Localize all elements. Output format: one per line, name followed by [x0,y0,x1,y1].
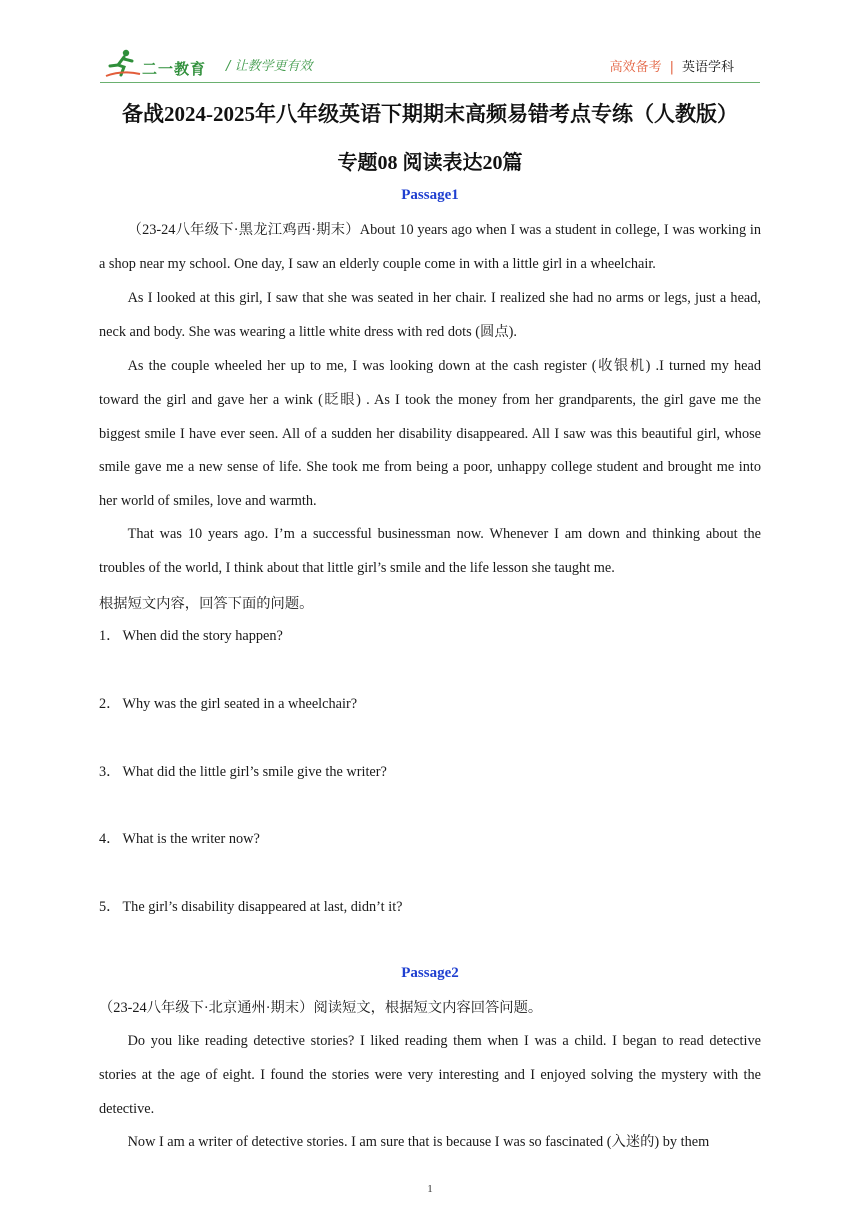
header-tag: 高效备考 [609,60,662,75]
passage2-title: Passage2 [401,965,459,981]
question-2 [99,694,761,714]
question-text: The girl’s disability disappeared at last, didn’t it? [122,899,403,915]
passage1-title: Passage1 [401,187,459,203]
question-text: What did the little girl’s smile give the writer? [122,764,387,780]
logo-text: 二一教育 [142,60,207,78]
passage1-paragraph-3: As the couple wheeled her up to me, I was looking down at the cash register (收银机) .I turned my head toward the girl and gave her a wink (眨眼) . As I took the money from her grandparents, the girl gave me the biggest smile I have ever seen. All of a sudden her disability disappeared. All I saw was this beautiful girl, whose smile gave me a new sense of life. She took me from being a poor, unhappy college student and brought me into her world of smiles, love and warmth. [99,358,761,510]
question-number: 1． [99,628,121,644]
question-text: When did the story happen? [122,628,283,644]
question-number: 3． [99,764,121,780]
header-subject: 英语学科 [681,60,734,75]
logo [104,48,224,82]
question-number: 2． [99,696,121,712]
passage2-paragraph-1: Do you like reading detective stories? I liked reading them when I was a child. I began to read detective stories at the age of eight. I found the stories were very interesting and I enjoyed solving the mystery with the detective. [99,1033,761,1117]
passage2-paragraph-2: Now I am a writer of detective stories. I am sure that is because I was so fascinated (入迷的) by them [127,1134,710,1150]
header-right [610,56,734,75]
question-1 [99,626,761,646]
passage1-paragraph-1: （23-24八年级下·黑龙江鸡西·期末）About 10 years ago when I was a student in college, I was working in a shop near my school. One day, I saw an elderly couple come in with a little girl in a wheelchair. [99,222,761,272]
slogan: / 让教学更有效 [226,59,313,74]
question-number: 4． [99,831,121,847]
header-divider [100,82,760,83]
question-3 [99,762,761,782]
passage1-paragraph-4: That was 10 years ago. I’m a successful businessman now. Whenever I am down and thinking about the troubles of the world, I think about that little girl’s smile and the life lesson she taught me. [99,526,761,576]
question-number: 5． [99,899,121,915]
passage1-instruction: 根据短文内容，回答下面的问题。 [99,596,314,612]
passage1-paragraph-2: As I looked at this girl, I saw that she was seated in her chair. I realized she had no arms or legs, just a head, neck and body. She was wearing a little white dress with red dots (圆点). [99,290,761,340]
page-subtitle: 专题08 阅读表达20篇 [337,152,523,174]
question-5 [99,897,761,917]
question-text: Why was the girl seated in a wheelchair? [122,696,358,712]
page-header [100,46,760,82]
page-number: 1 [427,1183,433,1195]
passage2-intro: （23-24八年级下·北京通州·期末）阅读短文，根据短文内容回答问题。 [99,1000,543,1016]
page-title: 备战2024-2025年八年级英语下期期末高频易错考点专练（人教版） [122,102,738,126]
question-4 [99,829,761,849]
header-separator: | [669,60,674,75]
running-man-logo-icon [104,48,144,80]
question-text: What is the writer now? [122,831,260,847]
